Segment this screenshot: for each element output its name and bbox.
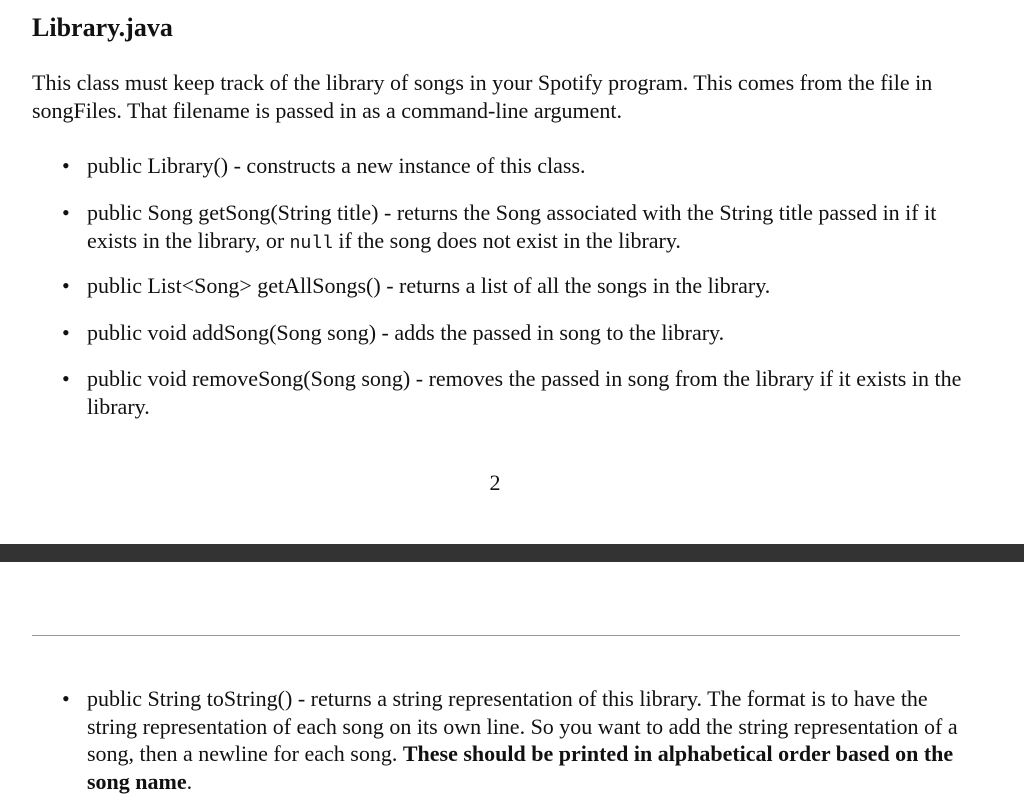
bullet-icon: • — [62, 320, 70, 345]
emphasis-text: These should be printed in alphabetical order based on the song name — [87, 741, 954, 794]
bullet-icon: • — [62, 366, 70, 391]
method-item-addsong — [62, 319, 962, 347]
page-number: 2 — [489, 470, 501, 495]
method-text: if the song does not exist in the library. — [332, 227, 681, 253]
document-page-3 — [0, 562, 1024, 803]
method-item-removesong — [62, 365, 962, 420]
method-description: public void removeSong(Song song) - removes the passed in song from the library if it exists in the library. — [87, 366, 962, 419]
method-description: public Library() - constructs a new instance of this class. — [87, 153, 586, 178]
method-item-constructor — [62, 152, 962, 180]
method-description: public List<Song> getAllSongs() - returns a list of all the songs in the library. — [87, 273, 771, 298]
class-description: This class must keep track of the library of songs in your Spotify program. This comes from the file in songFiles. That filename is passed in as a command-line argument. — [32, 70, 933, 123]
bullet-icon: • — [62, 273, 70, 298]
method-item-getallsongs — [62, 272, 962, 300]
method-description: public void addSong(Song song) - adds the passed in song to the library. — [87, 320, 725, 345]
bullet-icon: • — [62, 153, 70, 178]
null-keyword: null — [289, 233, 333, 254]
method-description — [87, 685, 962, 795]
bullet-icon: • — [62, 686, 70, 711]
section-title: Library.java — [32, 13, 173, 42]
method-text: public Song getSong(String title) - returns the Song associated with the String title passed in if it exists in the library, or — [87, 200, 937, 253]
bullet-icon: • — [62, 200, 70, 225]
method-text: public String toString() - returns a string representation of this library. The format is to have the string representation of each song on its own line. So you want to add the string representation of a song, then a newline for each song. — [87, 686, 958, 766]
method-description — [87, 199, 962, 258]
method-text: . — [186, 768, 193, 794]
method-item-tostring — [62, 685, 962, 795]
page-break-divider — [0, 544, 1024, 562]
page-header-rule — [32, 635, 960, 636]
method-item-getsong — [62, 199, 962, 258]
